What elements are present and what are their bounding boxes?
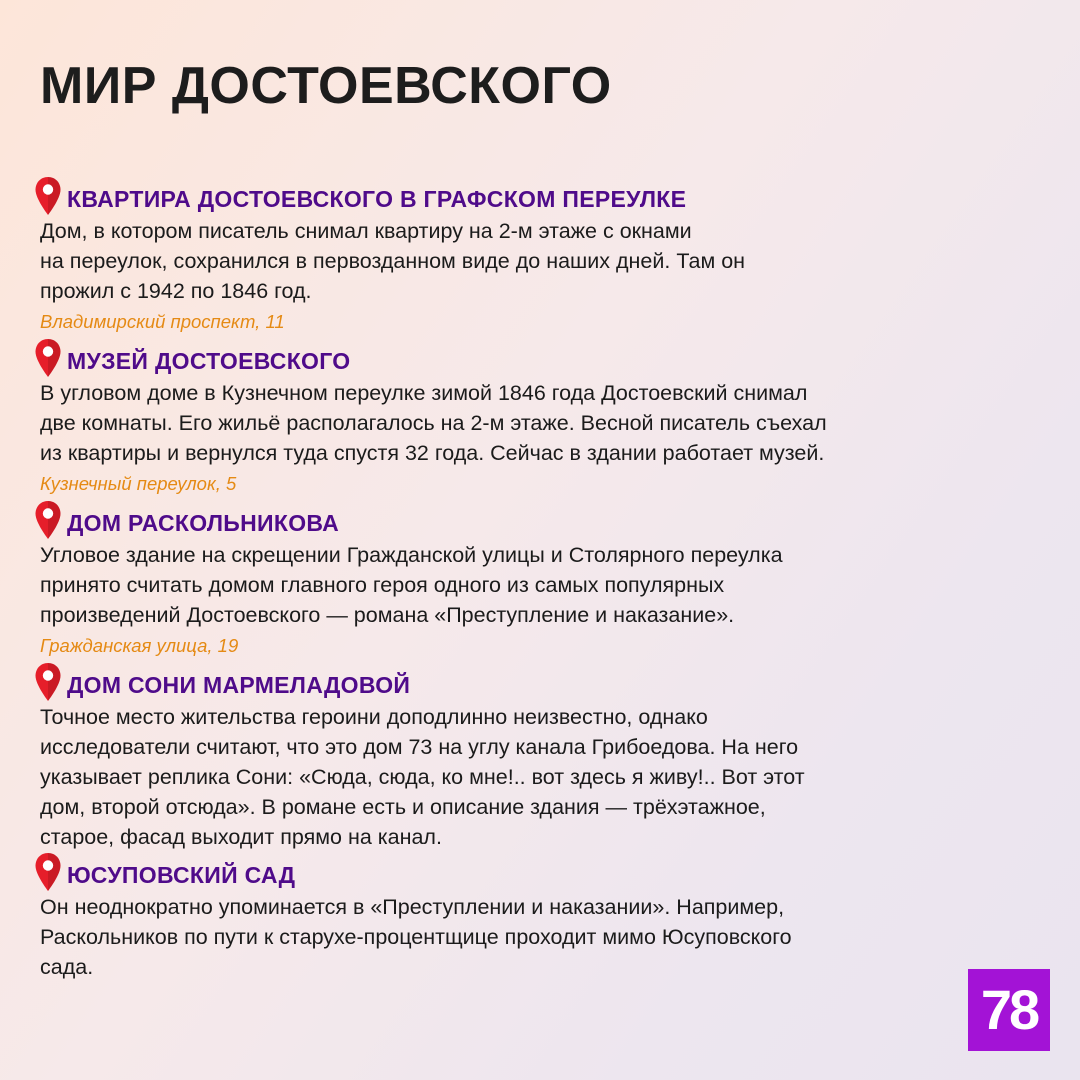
description-line: В угловом доме в Кузнечном переулке зимой 1846 года Достоевский снимал (40, 381, 808, 405)
place-title: ЮСУПОВСКИЙ САД (67, 862, 296, 888)
place-section (40, 176, 1030, 338)
place-address: Кузнечный переулок, 5 (40, 473, 237, 494)
description-line: Он неоднократно упоминается в «Преступлении и наказании». Например, (40, 895, 785, 919)
description-line: Угловое здание на скрещении Гражданской улицы и Столярного переулка (40, 543, 783, 567)
map-pin-icon (34, 662, 62, 702)
place-section (40, 852, 1030, 982)
description-line: принято считать домом главного героя одного из самых популярных (40, 573, 725, 597)
map-pin-icon (34, 338, 62, 378)
place-address: Владимирский проспект, 11 (40, 311, 285, 332)
page-title: МИР ДОСТОЕВСКОГО (40, 57, 612, 115)
description-line: прожил с 1942 по 1846 год. (40, 279, 312, 303)
description-line: дом, второй отсюда». В романе есть и описание здания — трёхэтажное, (40, 795, 766, 819)
description-line: Точное место жительства героини доподлинно неизвестно, однако (40, 705, 708, 729)
places-list (40, 176, 1030, 982)
description-line: указывает реплика Сони: «Сюда, сюда, ко мне!.. вот здесь я живу!.. Вот этот (40, 765, 805, 789)
place-header (40, 500, 1030, 540)
place-description (40, 892, 1030, 982)
place-header (40, 852, 1030, 892)
channel-logo-badge (968, 969, 1050, 1051)
place-section (40, 500, 1030, 662)
description-line: из квартиры и вернулся туда спустя 32 года. Сейчас в здании работает музей. (40, 441, 825, 465)
place-title: МУЗЕЙ ДОСТОЕВСКОГО (67, 348, 351, 374)
place-header (40, 176, 1030, 216)
description-line: две комнаты. Его жильё располагалось на 2-м этаже. Весной писатель съехал (40, 411, 827, 435)
description-line: старое, фасад выходит прямо на канал. (40, 825, 442, 849)
description-line: Дом, в котором писатель снимал квартиру на 2-м этаже с окнами (40, 219, 692, 243)
place-description (40, 216, 1030, 306)
description-line: сада. (40, 955, 94, 979)
place-header (40, 662, 1030, 702)
map-pin-icon (34, 852, 62, 892)
map-pin-icon (34, 176, 62, 216)
description-line: исследователи считают, что это дом 73 на углу канала Грибоедова. На него (40, 735, 799, 759)
description-line: на переулок, сохранился в первозданном виде до наших дней. Там он (40, 249, 746, 273)
place-description (40, 378, 1030, 468)
description-line: Раскольников по пути к старухе-процентщице проходит мимо Юсуповского (40, 925, 792, 949)
place-section (40, 338, 1030, 500)
place-title: ДОМ СОНИ МАРМЕЛАДОВОЙ (67, 672, 411, 698)
description-line: произведений Достоевского — романа «Преступление и наказание». (40, 603, 735, 627)
place-description (40, 702, 1030, 852)
place-address: Гражданская улица, 19 (40, 635, 239, 656)
place-title: ДОМ РАСКОЛЬНИКОВА (67, 510, 340, 536)
map-pin-icon (34, 500, 62, 540)
place-title: КВАРТИРА ДОСТОЕВСКОГО В ГРАФСКОМ ПЕРЕУЛКЕ (67, 186, 687, 212)
channel-logo-text: 78 (980, 978, 1038, 1041)
place-description (40, 540, 1030, 630)
place-section (40, 662, 1030, 852)
place-header (40, 338, 1030, 378)
